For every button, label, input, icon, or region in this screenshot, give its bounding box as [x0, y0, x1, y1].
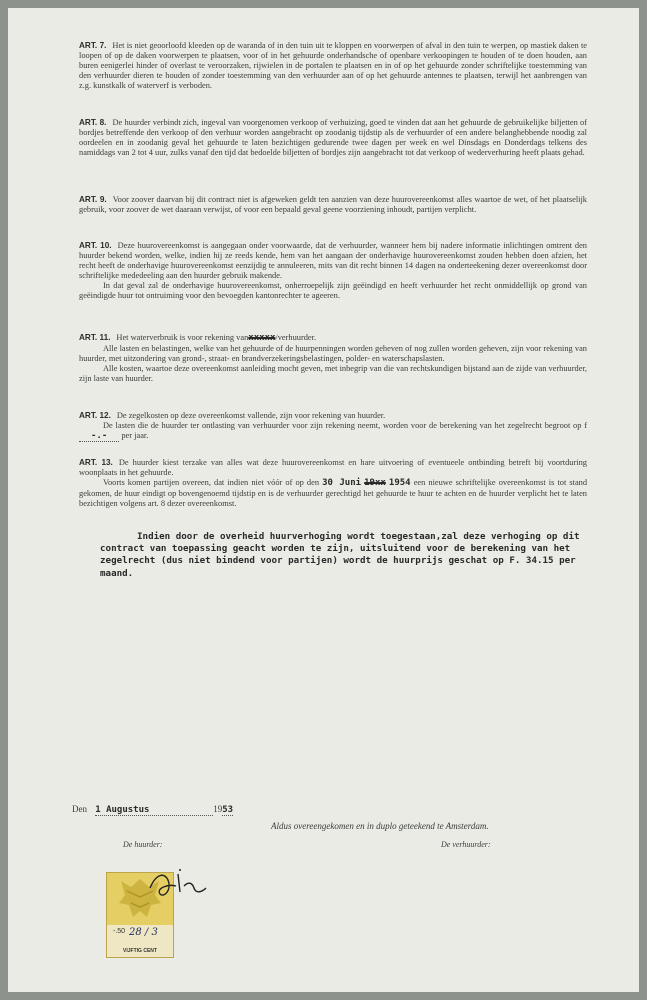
- article-text-2: Alle lasten en belastingen, welke van het gehuurde of de huurpenningen worden geheven of nog zullen worden geheven, zijn voor rekening van huurder, met uitzondering van grond-, straat- en brandverzekeringsbelastingen, polder- en waterschapslasten.: [79, 343, 587, 363]
- article-text: Het waterverbruik is voor rekening van: [116, 333, 249, 342]
- article-text-2-after: per jaar.: [121, 430, 149, 440]
- year-prefix: 19: [213, 804, 223, 814]
- date-line: [72, 804, 233, 816]
- huurder-signature: [146, 866, 216, 906]
- typed-year: 1954: [388, 477, 411, 488]
- article-label: ART. 7.: [79, 41, 107, 50]
- verhuurder-label: De verhuurder:: [441, 840, 491, 849]
- article-text-2: De lasten die de huurder ter ontlasting van verhuurder voor zijn rekening neemt, worden voor de berekening van het zegelrecht begroot op f: [103, 420, 587, 430]
- article-text-3: Alle kosten, waartoe deze overeenkomst aanleiding mocht geven, met inbegrip van die van rechtskundigen bijstand aan de zijde van verhuurder, zijn laste van huurder.: [79, 363, 587, 383]
- article-text-2: Voorts komen partijen overeen, dat indien niet vóór of op den: [103, 477, 320, 487]
- article-label: ART. 8.: [79, 118, 107, 127]
- article-label: ART. 9.: [79, 195, 107, 204]
- article-label: ART. 13.: [79, 458, 113, 467]
- huurder-label: De huurder:: [123, 840, 163, 849]
- article-text: Deze huurovereenkomst is aangegaan onder voorwaarde, dat de verhuurder, wanneer hem bij nadere informatie inlichtingen omtrent den huurder bekend worden, welke, indien hij ze reeds kende, hem van het aangaan der onderhavige huurovereenkomst zouden hebben doen afzien, het recht heeft de onderhavige huurovereenkomst eenzijdig te annuleeren, mits van dit recht binnen 14 dagen na onderteekening dezer overeenkomst door schriftelijke mededeeling aan den huurder gebruik makende.: [79, 241, 587, 280]
- typed-clause: Indien door de overheid huurverhoging wordt toegestaan,zal deze verhoging op dit contract van toepassing geacht worden te zijn, uitsluitend voor de berekening van het zegelrecht (dus niet bindend voor partijen) wordt de huurprijs geschat op F. 34.15 per maand.: [100, 531, 580, 579]
- article-label: ART. 12.: [79, 411, 111, 420]
- signing-date: 1 Augustus: [95, 805, 213, 816]
- article-text: De huurder kiest terzake van alles wat deze huurovereenkomst en hare uitvoering of eventueele ontbinding betreft bij voortduring woonplaats in het gehuurde.: [79, 458, 587, 477]
- stamp-text: VIJFTIG CENT: [123, 948, 157, 954]
- amount-field: -.-: [79, 431, 119, 442]
- stamp-handwriting: 28 / 3: [129, 927, 158, 938]
- struck-text: xxxxx: [248, 333, 276, 343]
- closing-line: Aldus overeengekomen en in duplo geteekend te Amsterdam.: [271, 821, 489, 831]
- year-suffix: 53: [222, 805, 234, 815]
- article-9: [79, 195, 587, 215]
- article-text: Het is niet geoorloofd kleeden op de waranda of in den tuin uit te kloppen en voorwerpen of afval in den tuin te werpen, op mastiek daken te loopen of op de daken voorwerpen te plaatsen, voor of in het gehuurde onderhandsche of openbare verkoopingen te houden of te doen houden, aan buren eenigerlei hinder of overlast te veroorzaken, rijwielen in de portalen te plaatsen en in of op het gehuurde zonder schriftelijke toestemming van den verhuurder dieren te houden of zonder toestemming van den verhuurder aan of op het gehuurde antennes te plaatsen, terwijl het aanbrengen van z.g. kunstkalk of waterverf is verboden.: [79, 41, 587, 90]
- document-page: [8, 8, 639, 992]
- article-text: Voor zoover daarvan bij dit contract niet is afgeweken geldt ten aanzien van deze huurovereenkomst alles waartoe de wet, of het plaatselijk gebruik, voor zoover de wet daaraan verwijst, of voor een bepaald geval geene voorziening inhoudt, partijen verplicht.: [79, 195, 587, 214]
- article-text: De huurder verbindt zich, ingeval van voorgenomen verkoop of verhuizing, goed te vinden dat aan het gehuurde de gebruikelijke biljetten of bordjes betreffende den verkoop of den verhuur worden aangebracht op zoodanig tijdstip als de verhuurder of een andere belanghebbende noodig zal oordeelen en in zoodanig geval het gehuurde te laten bezichtigen gedurende twee dagen per week en wel Dinsdags en Donderdags telkens des namiddags van 2 tot 4 uur, zulks vanaf den tijd dat bedoelde biljetten of bordjes zijn aangebracht tot dat verkoop of wederverhuring heeft plaats gehad.: [79, 118, 588, 157]
- article-text-after: /verhuurder.: [275, 333, 317, 342]
- article-13: [79, 458, 587, 509]
- stamp-value-panel: [107, 925, 173, 957]
- article-10: [79, 241, 587, 300]
- stamp-value: -.50: [113, 928, 126, 935]
- article-text-2: In dat geval zal de onderhavige huurovereenkomst, onherroepelijk zijn geëindigd en heeft verhuurder het recht onmiddellijk op grond van geëindigde huur tot ontruiming voor den bevoegden kantonrechter te ageeren.: [79, 280, 587, 300]
- article-12: [79, 411, 587, 442]
- article-text-2-after: een nieuwe schriftelijke overeenkomst is tot stand gekomen, de huur eindigt op bovengenoemd tijdstip en is de verhuurder gerechtigd het gehuurde te huur te achten en de huurder verplicht het te laten bezichtigen volgens art. 8 dezer overeenkomst.: [79, 477, 588, 508]
- article-8: [79, 118, 587, 158]
- article-label: ART. 10.: [79, 241, 112, 250]
- article-label: ART. 11.: [79, 333, 111, 342]
- typed-date: 30 Juni: [322, 477, 362, 488]
- article-7: [79, 41, 587, 91]
- den-label: Den: [72, 804, 87, 814]
- article-text: De zegelkosten op deze overeenkomst vallende, zijn voor rekening van huurder.: [116, 411, 386, 420]
- article-11: [79, 333, 587, 384]
- struck-year: 19xx: [364, 477, 386, 488]
